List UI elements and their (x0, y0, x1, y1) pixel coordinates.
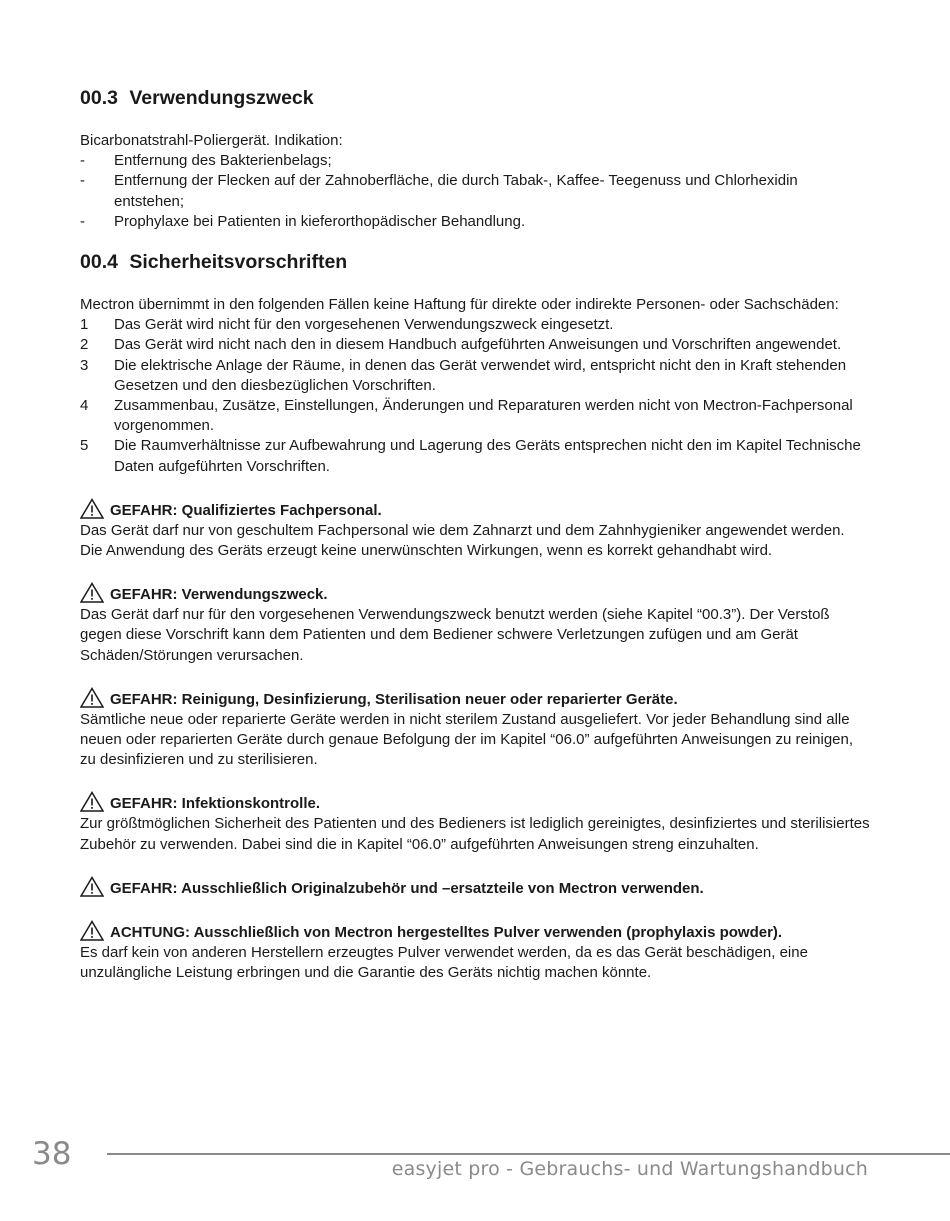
list-item (80, 436, 870, 476)
list-item-text: Die elektrische Anlage der Räume, in denen das Gerät verwendet wird, entspricht nicht den in Kraft stehenden Gesetzen und den diesbezüglichen Vorschriften. (114, 356, 847, 394)
page-number: 38 (32, 1136, 72, 1172)
warning-body: Das Gerät darf nur für den vorgesehenen Verwendungszweck benutzt werden (siehe Kapitel “00.3”). Der Verstoß gegen diese Vorschrift kann dem Patienten und dem Bediener schwere Verletzungen zufügen und am Gerät Schäden/Störungen verursachen. (80, 606, 830, 664)
section-intro: Mectron übernimmt in den folgenden Fällen keine Haftung für direkte oder indirekte Personen- oder Sachschäden: (80, 296, 839, 314)
warning-block (80, 687, 870, 771)
warning-heading (80, 687, 870, 710)
warning-heading-text: GEFAHR: Infektionskontrolle. (110, 795, 321, 813)
section-heading-safety (80, 250, 870, 274)
warning-block (80, 791, 870, 854)
warning-body: Zur größtmöglichen Sicherheit des Patienten und des Bedieners ist lediglich gereinigtes, desinfiziertes und sterilisiertes Zubehör zu verwenden. Dabei sind die in Kapitel “06.0” aufgeführten Anweisungen streng einzuhalten. (80, 815, 870, 853)
list-item (80, 171, 870, 211)
warning-triangle-icon (80, 498, 104, 519)
warning-block (80, 876, 870, 899)
warning-block (80, 582, 870, 666)
list-marker: 4 (80, 397, 89, 415)
list-marker: - (80, 152, 85, 170)
list-item-text: Prophylaxe bei Patienten in kieferorthopädischer Behandlung. (114, 212, 526, 230)
warning-heading-text: GEFAHR: Reinigung, Desinfizierung, Sterilisation neuer oder reparierter Geräte. (110, 690, 678, 708)
warning-triangle-icon (80, 876, 104, 897)
indication-list (80, 151, 870, 232)
warning-heading (80, 791, 870, 814)
warning-block (80, 920, 870, 983)
list-item-text: Zusammenbau, Zusätze, Einstellungen, Änderungen und Reparaturen werden nicht von Mectron-Fachpersonal vorgenommen. (114, 397, 853, 435)
warning-body: Das Gerät darf nur von geschultem Fachpersonal wie dem Zahnarzt und dem Zahnhygieniker angewendet werden. Die Anwendung des Geräts erzeugt keine unerwünschten Wirkungen, wenn es korrekt gehandhabt wird. (80, 521, 845, 560)
warning-body: Sämtliche neue oder reparierte Geräte werden in nicht sterilem Zustand ausgeliefert. Vor jeder Behandlung sind alle neuen oder reparierten Geräte durch genaue Befolgung der im Kapitel “06.0” aufgeführten Anweisungen zu reinigen, zu desinfizieren und zu sterilisieren. (80, 710, 854, 769)
list-item (80, 396, 870, 436)
list-item-text: Das Gerät wird nicht für den vorgesehenen Verwendungszweck eingesetzt. (114, 316, 614, 334)
warning-triangle-icon (80, 920, 104, 941)
list-item-text: Entfernung des Bakterienbelags; (114, 152, 332, 170)
section-number: 00.4 (80, 251, 118, 274)
footer-divider (107, 1153, 950, 1155)
list-marker: 1 (80, 316, 89, 334)
list-marker: - (80, 212, 85, 230)
warning-heading-text: GEFAHR: Verwendungszweck. (110, 586, 328, 604)
list-item-text: Die Raumverhältnisse zur Aufbewahrung und Lagerung des Geräts entsprechen nicht den im Kapitel Technische Daten aufgeführten Vorschriften. (114, 437, 861, 475)
liability-list (80, 315, 870, 477)
warning-heading (80, 498, 870, 521)
footer-title: easyjet pro - Gebrauchs- und Wartungshandbuch (391, 1158, 868, 1180)
section-heading-purpose (80, 86, 870, 110)
warning-heading-text: GEFAHR: Ausschließlich Originalzubehör und –ersatzteile von Mectron verwenden. (110, 879, 704, 897)
warning-body: Es darf kein von anderen Herstellern erzeugtes Pulver verwendet werden, da es das Gerät beschädigen, eine unzulängliche Leistung erbringen und die Garantie des Geräts nichtig machen könnte. (80, 943, 808, 982)
list-item (80, 356, 870, 396)
warning-triangle-icon (80, 791, 104, 812)
list-item (80, 335, 870, 355)
list-marker: 3 (80, 356, 89, 374)
list-marker: 2 (80, 336, 89, 354)
warning-triangle-icon (80, 582, 104, 603)
section-intro: Bicarbonatstrahl-Poliergerät. Indikation: (80, 132, 343, 149)
list-item (80, 315, 870, 335)
warning-heading-text: GEFAHR: Qualifiziertes Fachpersonal. (110, 501, 382, 519)
page-content (80, 86, 870, 1004)
section-title: Verwendungszweck (129, 87, 314, 109)
warning-heading (80, 876, 870, 899)
warning-heading (80, 582, 870, 605)
list-item (80, 151, 870, 171)
list-item (80, 212, 870, 232)
list-marker: - (80, 172, 85, 190)
list-item-text: Entfernung der Flecken auf der Zahnoberfläche, die durch Tabak-, Kaffee- Teegenuss und Chlorhexidin entstehen; (114, 172, 798, 210)
warning-block (80, 498, 870, 561)
warning-heading-text: ACHTUNG: Ausschließlich von Mectron hergestelltes Pulver verwenden (prophylaxis powder). (110, 923, 783, 941)
list-marker: 5 (80, 437, 89, 455)
section-number: 00.3 (80, 87, 118, 109)
list-item-text: Das Gerät wird nicht nach den in diesem Handbuch aufgeführten Anweisungen und Vorschriften angewendet. (114, 336, 842, 354)
warning-triangle-icon (80, 687, 104, 708)
warning-heading (80, 920, 870, 943)
section-title: Sicherheitsvorschriften (129, 251, 348, 274)
